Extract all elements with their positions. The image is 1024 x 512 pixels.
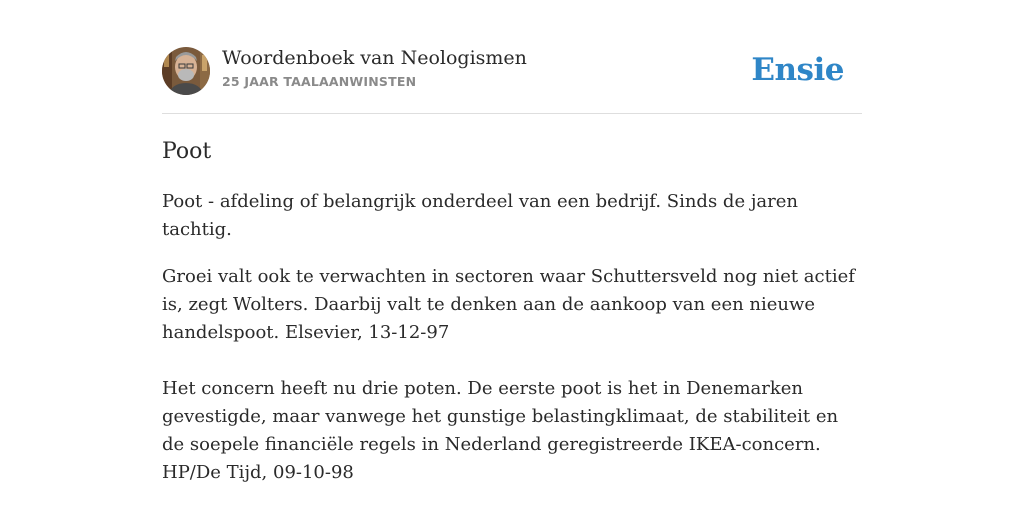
entry-definition: Poot - afdeling of belangrijk onderdeel van een bedrijf. Sinds de jaren tachtig. bbox=[162, 191, 798, 240]
header bbox=[162, 46, 862, 96]
avatar bbox=[162, 47, 210, 95]
entry-content bbox=[162, 136, 862, 487]
divider bbox=[162, 113, 862, 114]
ensie-logo[interactable]: Ensie bbox=[751, 52, 844, 88]
site-subtitle: 25 JAAR TAALAANWINSTEN bbox=[222, 74, 417, 89]
entry-quotes: Groei valt ook te verwachten in sectoren waar Schuttersveld nog niet actief is, zegt Wolters. Daarbij valt te denken aan de aankoop van een nieuwe handelspoot. Elsevier, 13-12-97 Het concern heeft nu drie poten. De eerste poot is het in Denemarken gevestigde, maar vanwege het gunstige belastingklimaat, de stabiliteit en de soepele financiële regels in Nederland geregistreerde IKEA-concern. HP/De Tijd, 09-10-98 bbox=[162, 266, 855, 483]
entry-word: Poot bbox=[162, 139, 212, 164]
site-title[interactable]: Woordenboek van Neologismen bbox=[222, 47, 527, 69]
